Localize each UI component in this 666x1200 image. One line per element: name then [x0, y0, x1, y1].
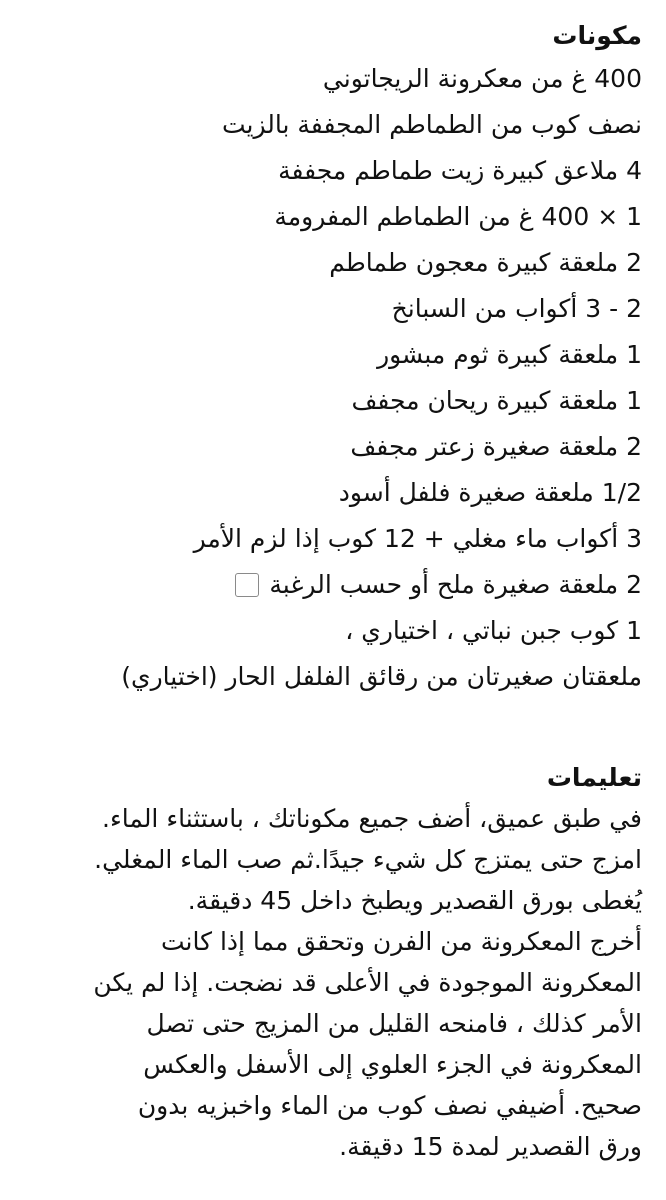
- ingredient-text: 1 × 400 غ من الطماطم المفرومة: [274, 202, 642, 231]
- ingredient-item: [16, 148, 642, 194]
- instruction-line: المعكرونة الموجودة في الأعلى قد نضجت. إذا لم يكن: [93, 968, 642, 997]
- ingredient-item: [16, 608, 642, 654]
- ingredient-text: 2 - 3 أكواب من السبانخ: [391, 294, 642, 323]
- instruction-line: المعكرونة في الجزء العلوي إلى الأسفل والعكس: [143, 1050, 642, 1079]
- instruction-line: ورق القصدير لمدة 15 دقيقة.: [339, 1132, 642, 1161]
- ingredient-text: 4 ملاعق كبيرة زيت طماطم مجففة: [278, 156, 642, 185]
- ingredient-text: 1 ملعقة كبيرة ثوم مبشور: [377, 340, 642, 369]
- section-spacer: [16, 700, 642, 752]
- ingredient-text: 1 كوب جبن نباتي ، اختياري ،: [345, 616, 642, 645]
- ingredient-item[interactable]: [16, 562, 642, 608]
- instructions-heading: تعليمات: [546, 763, 642, 792]
- ingredients-heading: مكونات: [552, 21, 642, 50]
- ingredient-text: 2 ملعقة صغيرة زعتر مجفف: [350, 432, 642, 461]
- ingredients-list: [16, 56, 642, 700]
- ingredient-item: [16, 332, 642, 378]
- ingredient-text: نصف كوب من الطماطم المجففة بالزيت: [221, 110, 642, 139]
- instructions-text: [16, 798, 642, 1167]
- ingredient-text: 1/2 ملعقة صغيرة فلفل أسود: [338, 478, 642, 507]
- ingredient-text: 2 ملعقة كبيرة معجون طماطم: [329, 248, 642, 277]
- ingredient-text: 400 غ من معكرونة الريجاتوني: [322, 64, 642, 93]
- instruction-line: الأمر كذلك ، فامنحه القليل من المزيج حتى تصل: [146, 1009, 642, 1038]
- ingredient-text: ملعقتان صغيرتان من رقائق الفلفل الحار (اختياري): [121, 662, 642, 691]
- ingredient-item: [16, 240, 642, 286]
- ingredient-text: 3 أكواب ماء مغلي + 12 كوب إذا لزم الأمر: [193, 524, 642, 553]
- instruction-line: أخرج المعكرونة من الفرن وتحقق مما إذا كانت: [160, 927, 642, 956]
- ingredient-text: 2 ملعقة صغيرة ملح أو حسب الرغبة: [269, 570, 642, 599]
- ingredient-text: 1 ملعقة كبيرة ريحان مجفف: [351, 386, 642, 415]
- checkbox[interactable]: [235, 573, 259, 597]
- ingredient-item: [16, 470, 642, 516]
- ingredient-item: [16, 194, 642, 240]
- ingredient-item: [16, 378, 642, 424]
- instruction-line: صحيح. أضيفي نصف كوب من الماء واخبزيه بدون: [137, 1091, 642, 1120]
- ingredient-item: [16, 102, 642, 148]
- ingredient-item: [16, 424, 642, 470]
- ingredient-item: [16, 56, 642, 102]
- instruction-line: يُغطى بورق القصدير ويطبخ داخل 45 دقيقة.: [187, 886, 642, 915]
- instruction-line: امزج حتى يمتزج كل شيء جيدًا.ثم صب الماء المغلي.: [94, 845, 642, 874]
- instruction-line: في طبق عميق، أضف جميع مكوناتك ، باستثناء الماء.: [102, 804, 642, 833]
- ingredient-item: [16, 516, 642, 562]
- ingredient-item: [16, 286, 642, 332]
- ingredient-item: [16, 654, 642, 700]
